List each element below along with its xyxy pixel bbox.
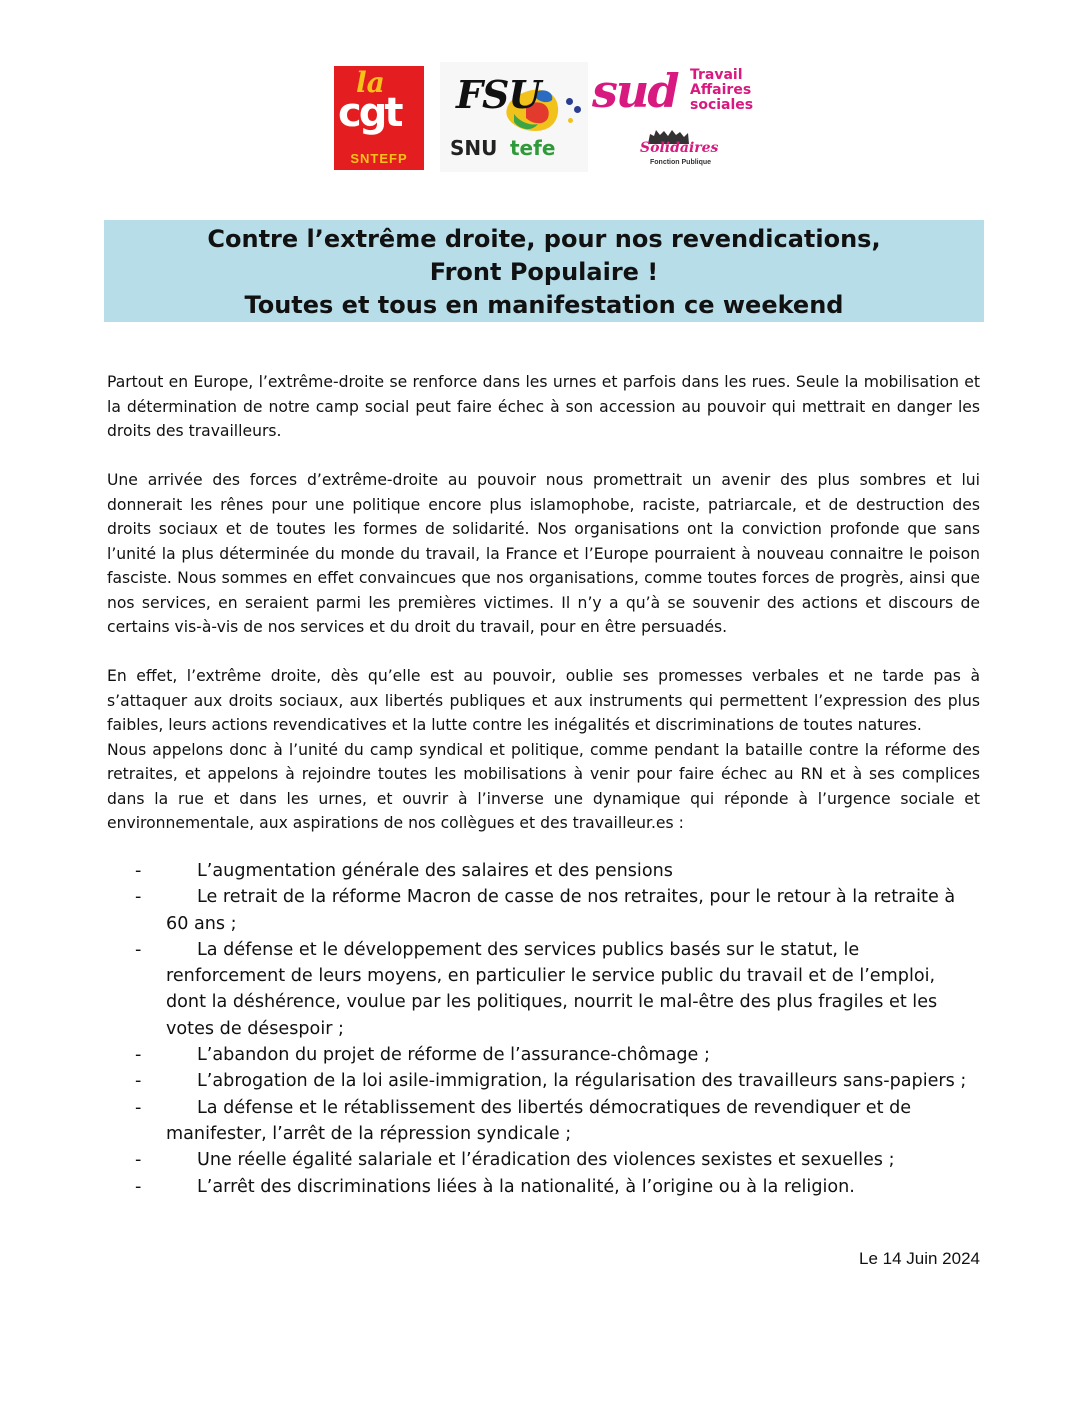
list-item — [107, 858, 980, 884]
sud-logo-side-text — [690, 68, 753, 113]
union-logos — [330, 60, 760, 175]
list-marker: - — [135, 861, 142, 881]
tefe-logo-text: tefe — [510, 136, 556, 160]
list-marker: - — [135, 1097, 142, 1118]
cgt-logo-sub: SNTEFP — [350, 151, 408, 166]
list-marker: - — [135, 1150, 142, 1171]
sud-travail-affaires-sociales-logo — [592, 64, 760, 174]
list-item — [107, 1068, 980, 1094]
title-line-1: Contre l’extrême droite, pour nos revendications, — [207, 225, 881, 253]
list-item — [107, 937, 980, 1042]
paragraph-threat: Une arrivée des forces d’extrême-droite au pouvoir nous promettrait un avenir des plus sombres et lui donnerait les rênes pour une politique encore plus islamophobe, raciste, patriarcale, et de destruction des droits sociaux et de toutes les formes de solidarité. Nos organisations ont la conviction profonde que sans l’unité la plus déterminée du monde du travail, la France et l’Europe pourraient à nouveau connaitre le poison fasciste. Nous sommes en effet convaincues que nos organisations, comme toutes forces de progrès, ainsi que nos services, en seraient parmi les premières victimes. Il n’y a qu’à se souvenir des actions et discours de certains vis-à-vis de nos services et du droit du travail, pour en être persuadés. — [107, 471, 980, 636]
solidaires-text: Solidaires — [640, 140, 719, 156]
sud-side-line: sociales — [690, 97, 754, 113]
title-line-2: Front Populaire ! — [429, 258, 659, 286]
sud-side-line: Affaires — [690, 82, 752, 98]
list-item — [107, 1147, 980, 1173]
demand-text: L’abandon du projet de réforme de l’assurance-chômage ; — [197, 1045, 710, 1066]
separator-dot-icon — [568, 118, 573, 123]
demand-text: L’augmentation générale des salaires et des pensions — [197, 861, 673, 881]
sud-side-line: Travail — [690, 67, 743, 83]
demand-text: La défense et le rétablissement des libertés démocratiques de revendiquer et de manifester, l’arrêt de la répression syndicale ; — [166, 1097, 912, 1144]
list-item — [107, 884, 980, 937]
document-body — [107, 370, 980, 836]
title-banner — [104, 220, 984, 322]
fsu-snu-tefe-logo — [440, 62, 588, 172]
title-line-3: Toutes et tous en manifestation ce weekend — [244, 291, 844, 319]
cgt-sntefp-logo — [334, 66, 424, 170]
paragraph-consequences: En effet, l’extrême droite, dès qu’elle est au pouvoir, oublie ses promesses verbales et ne tarde pas à s’attaquer aux droits sociaux, aux libertés publiques et aux instruments qui permettent l’expression des plus faibles, leurs actions revendicatives et la lutte contre les inégalités et discriminations de toutes natures. — [107, 667, 980, 734]
demand-text: La défense et le développement des services publics basés sur le statut, le renforcement de leurs moyens, en particulier le service public du travail et de l’emploi, dont la déshérence, voulue par les politiques, nourrit le mal-être des plus fragiles et les votes de désespoir ; — [166, 939, 938, 1039]
demand-text: L’abrogation de la loi asile-immigration, la régularisation des travailleurs sans-papiers ; — [197, 1071, 967, 1092]
snu-logo-text: SNU — [450, 136, 498, 160]
demand-text: Une réelle égalité salariale et l’éradication des violences sexistes et sexuelles ; — [197, 1150, 895, 1171]
paragraph-intro: Partout en Europe, l’extrême-droite se renforce dans les urnes et parfois dans les rues. Seule la mobilisation et la détermination de notre camp social peut faire échec à son accession au pouvoir qui mettrait en danger les droits des travailleurs. — [107, 373, 980, 440]
demand-text: Le retrait de la réforme Macron de casse de nos retraites, pour le retour à la retraite à 60 ans ; — [166, 887, 956, 934]
list-marker: - — [135, 887, 142, 908]
separator-dot-icon — [566, 98, 573, 105]
list-marker: - — [135, 939, 142, 960]
list-item — [107, 1042, 980, 1068]
sud-logo-text: sud — [592, 64, 678, 118]
separator-dot-icon — [574, 106, 581, 113]
document-date: Le 14 Juin 2024 — [859, 1249, 980, 1268]
demands-list — [107, 858, 980, 1200]
fsu-logo-text: FSU — [456, 72, 541, 117]
list-marker: - — [135, 1176, 142, 1197]
cgt-logo-text: cgt — [338, 90, 401, 136]
list-item — [107, 1095, 980, 1148]
fonction-publique-text: Fonction Publique — [650, 159, 712, 166]
list-marker: - — [135, 1045, 142, 1066]
list-item — [107, 1174, 980, 1200]
paragraph-call: Nous appelons donc à l’unité du camp syndical et politique, comme pendant la bataille contre la réforme des retraites, et appelons à rejoindre toutes les mobilisations à venir pour faire échec au RN et à ses complices dans la rue et dans les urnes, et ouvrir à l’inverse une dynamique qui réponde à l’urgence sociale et environnementale, aux aspirations de nos collègues et des travailleur.es : — [107, 740, 980, 832]
demand-text: L’arrêt des discriminations liées à la nationalité, à l’origine ou à la religion. — [197, 1176, 855, 1197]
cgt-logo-la: la — [356, 66, 385, 99]
list-marker: - — [135, 1071, 142, 1092]
